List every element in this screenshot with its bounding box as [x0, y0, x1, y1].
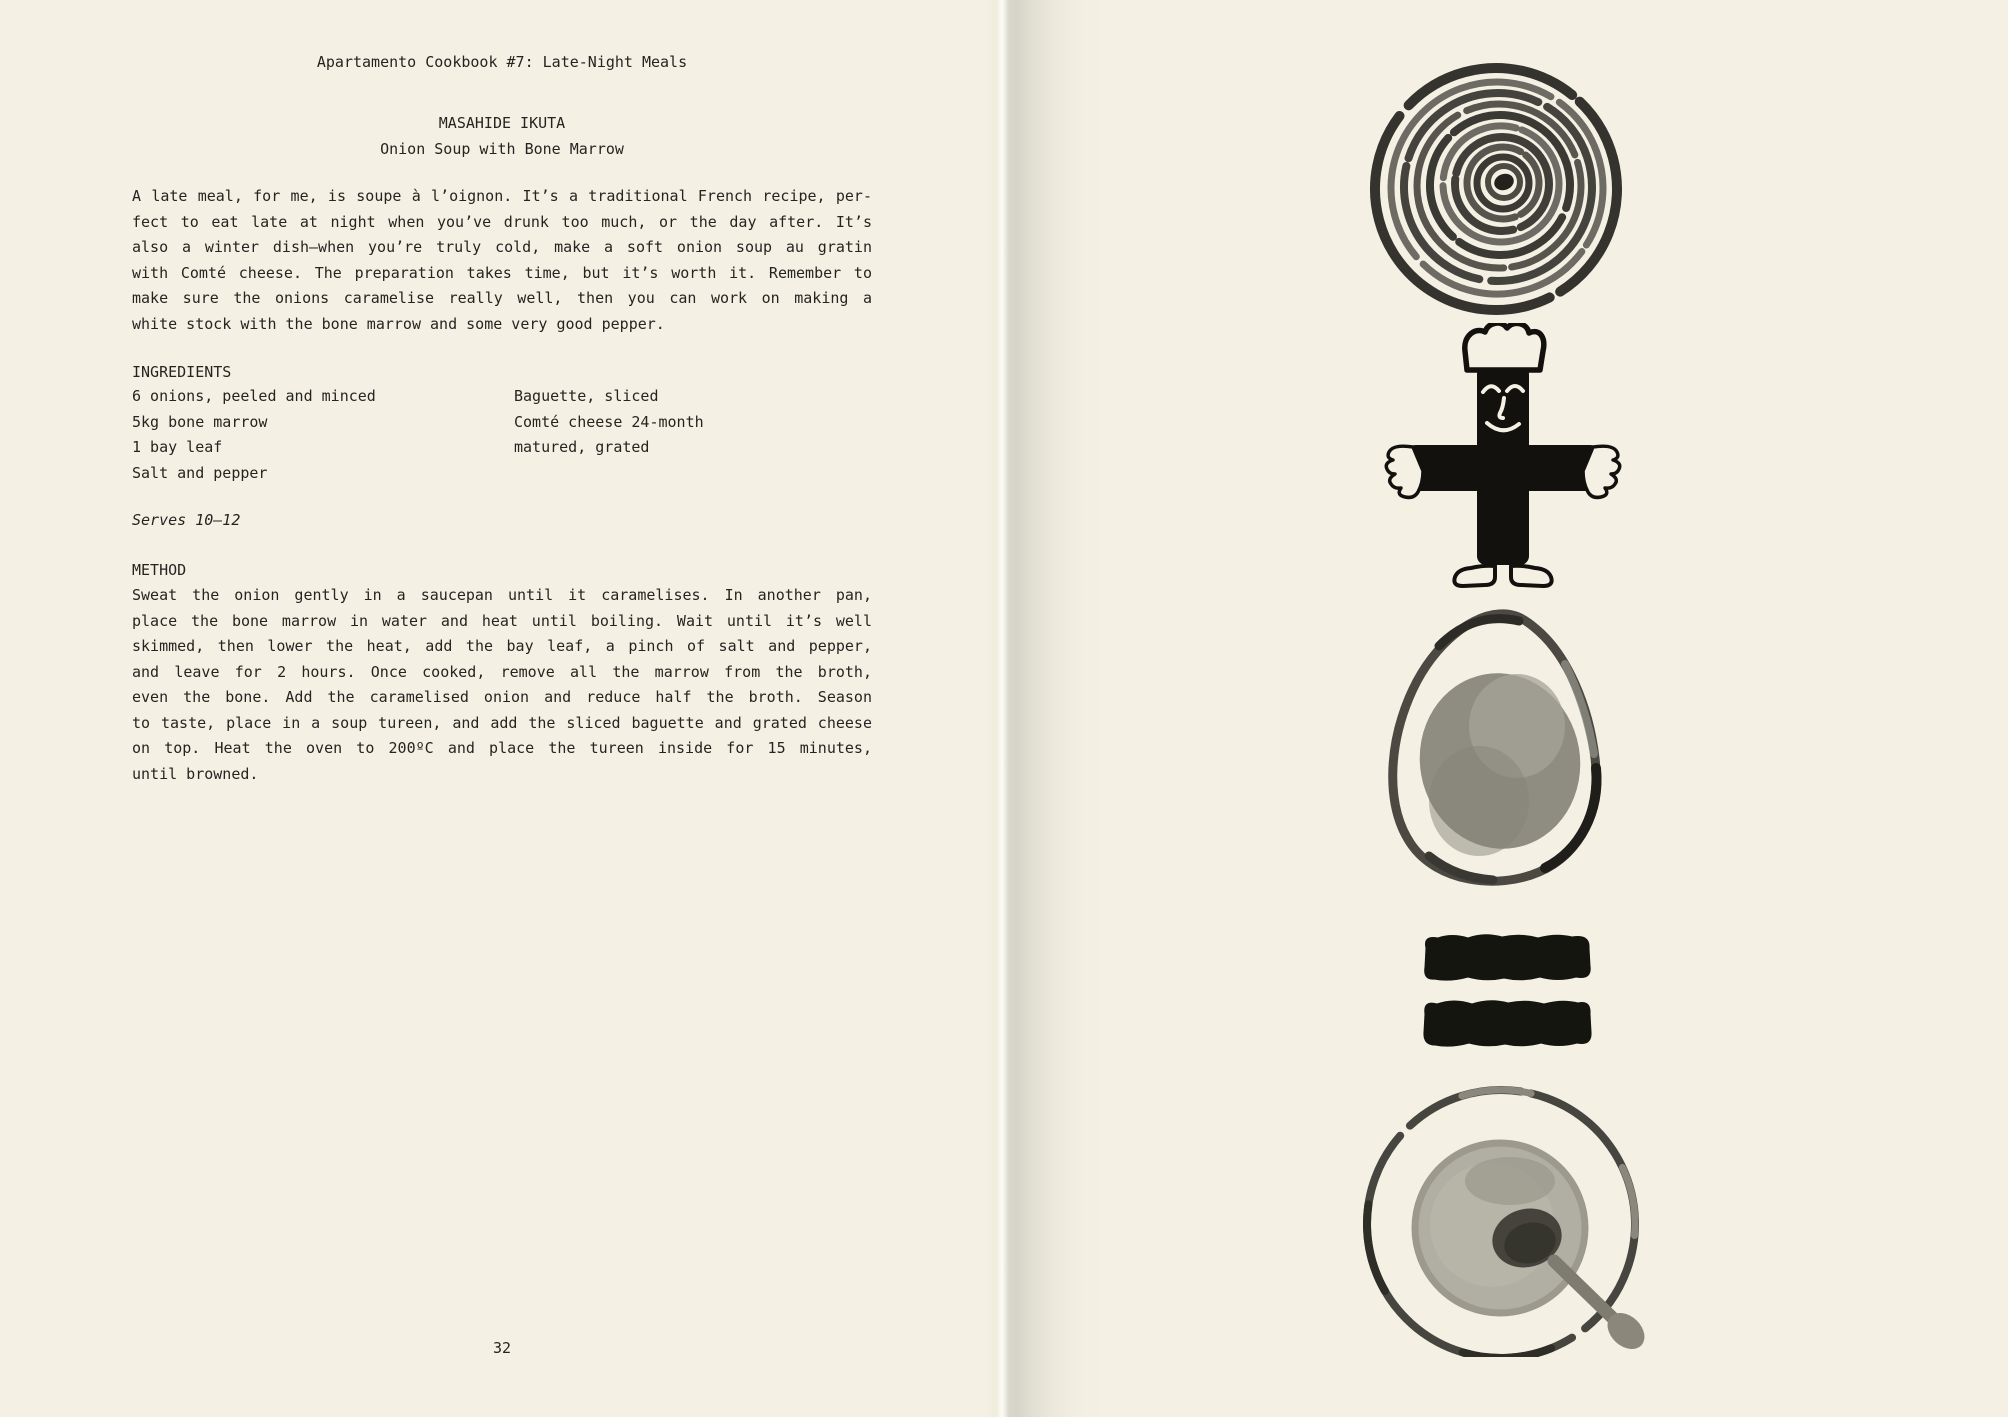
- serves-note: Serves 10–12: [132, 511, 241, 529]
- ingredient-item: 1 bay leaf: [132, 438, 223, 456]
- method-line: on top. Heat the oven to 200ºC and place the tureen inside for 15 minutes,: [132, 739, 872, 757]
- intro-line: also a winter dish—when you’re truly cold, make a soft onion soup au gratin: [132, 238, 872, 256]
- page-number: 32: [492, 1339, 512, 1357]
- intro-line: make sure the onions caramelise really well, then you can work on making a: [132, 289, 872, 307]
- onion-rings-illustration: [1369, 58, 1623, 318]
- method-line: place the bone marrow in water and heat until boiling. Wait until it’s well: [132, 611, 872, 630]
- method-line: and leave for 2 hours. Once cooked, remove all the marrow from the broth,: [132, 662, 872, 681]
- method-paragraph: [132, 583, 872, 787]
- ingredients-heading: INGREDIENTS: [132, 363, 232, 381]
- running-header: Apartamento Cookbook #7: Late-Night Meals: [316, 53, 688, 71]
- method-line: Sweat the onion gently in a saucepan until it caramelises. In another pan,: [132, 586, 872, 604]
- author-name: MASAHIDE IKUTA: [438, 114, 566, 132]
- ingredient-item: 5kg bone marrow: [132, 412, 268, 431]
- equals-sign-illustration: [1420, 930, 1595, 1052]
- method-heading: METHOD: [132, 561, 187, 579]
- soup-plate-illustration: [1360, 1085, 1650, 1357]
- method-line: even the bone. Add the caramelised onion and reduce half the broth. Season: [132, 688, 872, 706]
- page-gutter: [985, 0, 1107, 1417]
- ingredients-column-2: [514, 384, 874, 461]
- intro-line: white stock with the bone marrow and some very good pepper.: [132, 314, 665, 333]
- ingredient-item: Baguette, sliced: [514, 387, 659, 405]
- ingredient-item: matured, grated: [514, 438, 650, 456]
- method-line: to taste, place in a soup tureen, and add the sliced baguette and grated cheese: [132, 713, 872, 732]
- method-line: until browned.: [132, 764, 259, 783]
- ingredients-column-1: [132, 384, 502, 486]
- onion-half-illustration: [1367, 606, 1623, 892]
- title-block: [132, 111, 872, 162]
- recipe-title: Onion Soup with Bone Marrow: [380, 139, 624, 158]
- chef-figure-illustration: [1383, 323, 1623, 589]
- method-line: skimmed, then lower the heat, add the bay leaf, a pinch of salt and pepper,: [132, 637, 872, 655]
- intro-line: with Comté cheese. The preparation takes time, but it’s worth it. Remember to: [132, 263, 872, 282]
- ingredient-item: Comté cheese 24-month: [514, 412, 704, 431]
- ingredient-item: Salt and pepper: [132, 463, 268, 482]
- ingredient-item: 6 onions, peeled and minced: [132, 387, 376, 405]
- intro-line: fect to eat late at night when you’ve drunk too much, or the day after. It’s: [132, 212, 872, 231]
- intro-paragraph: [132, 184, 872, 337]
- intro-line: A late meal, for me, is soupe à l’oignon. It’s a traditional French recipe, per-: [132, 187, 872, 205]
